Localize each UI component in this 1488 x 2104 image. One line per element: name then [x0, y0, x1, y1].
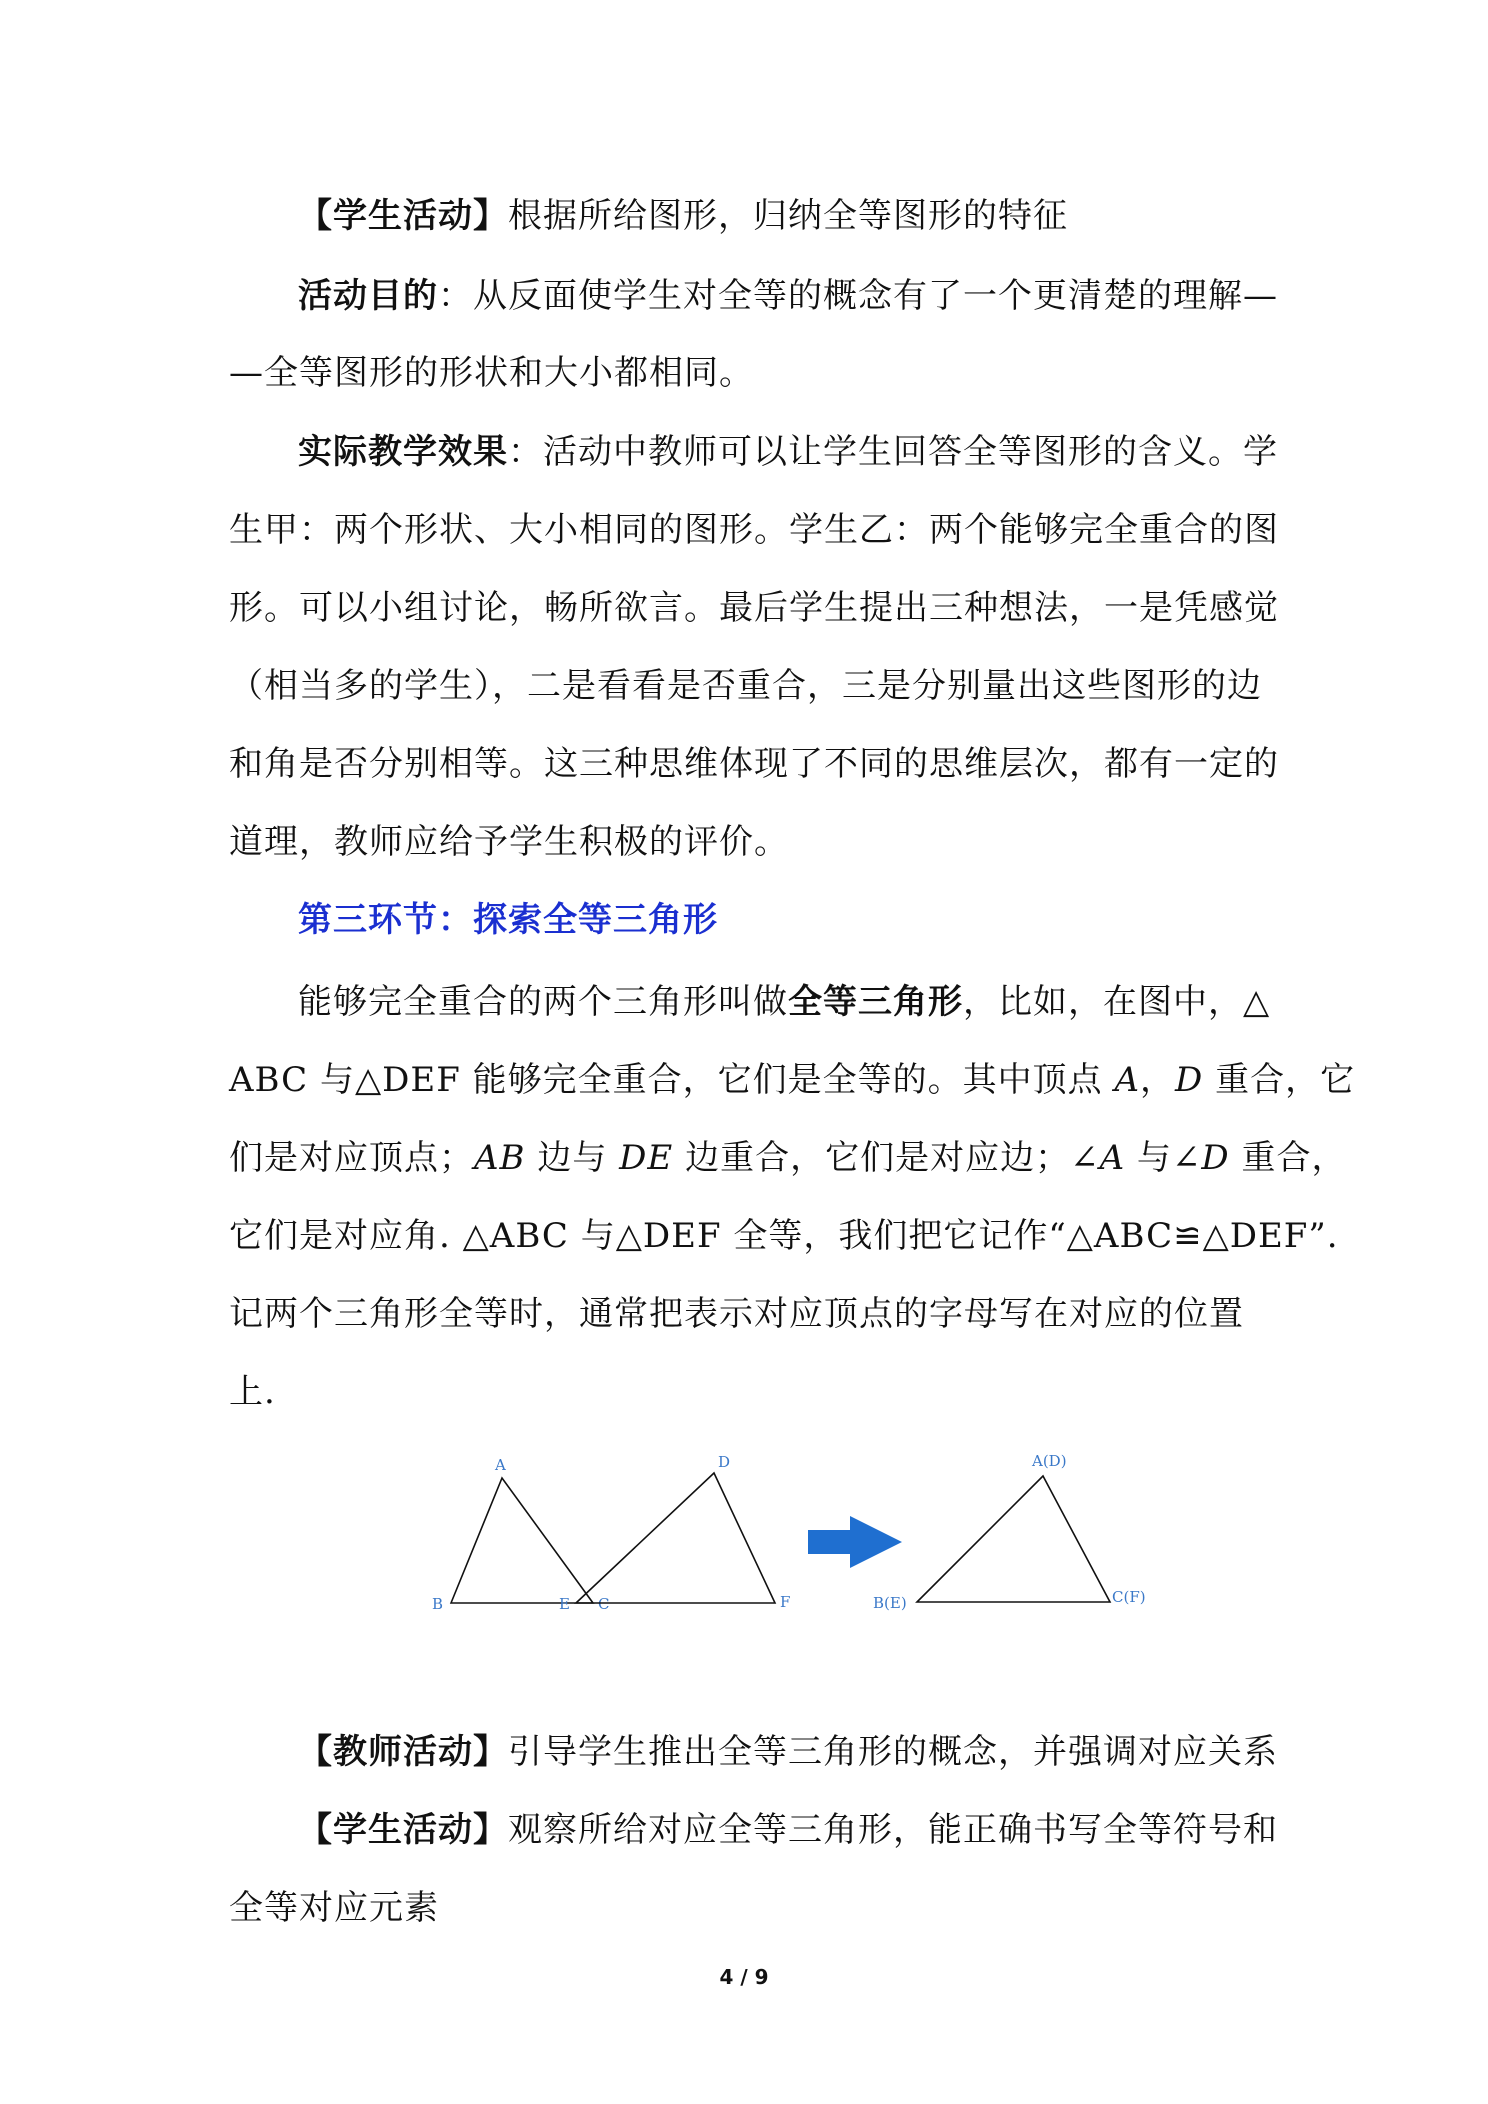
- teaching-effect-line6: 道理，教师应给予学生积极的评价。: [229, 822, 789, 862]
- label-student-activity: 【学生活动】: [298, 196, 508, 236]
- right-arrow-icon: [808, 1516, 902, 1568]
- label-student-activity-2: 【学生活动】: [298, 1810, 508, 1850]
- teaching-effect-line5: 和角是否分别相等。这三种思维体现了不同的思维层次，都有一定的: [229, 744, 1279, 784]
- student-activity-2-line2: 全等对应元素: [229, 1888, 439, 1928]
- label-b-e: B(E): [873, 1594, 907, 1612]
- triangle-def-shape: [576, 1473, 775, 1603]
- activity-purpose-text1: 从反面使学生对全等的概念有了一个更清楚的理解—: [473, 276, 1278, 316]
- triangle-abc: [451, 1478, 593, 1603]
- label-c: C: [598, 1595, 610, 1613]
- side-ab: AB: [474, 1138, 526, 1178]
- term-congruent-triangles: 全等三角形: [788, 982, 963, 1022]
- label-teacher-activity: 【教师活动】: [298, 1732, 508, 1772]
- vertex-a: A: [1114, 1060, 1140, 1100]
- activity-purpose-line2: —全等图形的形状和大小都相同。: [229, 353, 754, 393]
- label-d: D: [718, 1453, 731, 1471]
- section-heading: 第三环节：探索全等三角形: [298, 900, 718, 940]
- activity-purpose-colon: ：: [438, 276, 473, 316]
- label-f: F: [780, 1593, 791, 1611]
- angle-a: ∠A: [1070, 1138, 1126, 1178]
- teaching-effect-line1: [298, 432, 1278, 472]
- student-activity-2-text1: 观察所给对应全等三角形，能正确书写全等符号和: [508, 1810, 1278, 1850]
- label-a-d: A(D): [1032, 1452, 1067, 1470]
- definition-line4: 它们是对应角. △ABC 与△DEF 全等，我们把它记作“△ABC≌△DEF”.: [229, 1216, 1339, 1256]
- congruent-triangles-figure: [290, 1430, 1170, 1630]
- label-activity-purpose: 活动目的: [298, 276, 438, 316]
- definition-line2: [229, 1060, 1355, 1100]
- student-activity-1: [298, 196, 1068, 236]
- teacher-activity-text: 引导学生推出全等三角形的概念，并强调对应关系: [508, 1732, 1278, 1772]
- teaching-effect-line4: （相当多的学生），二是看看是否重合，三是分别量出这些图形的边: [229, 666, 1262, 706]
- teaching-effect-line3: 形。可以小组讨论，畅所欲言。最后学生提出三种想法，一是凭感觉: [229, 588, 1279, 628]
- definition-text1a: 能够完全重合的两个三角形叫做: [298, 982, 788, 1022]
- definition-line5: 记两个三角形全等时，通常把表示对应顶点的字母写在对应的位置: [229, 1294, 1244, 1334]
- definition-line6: 上.: [229, 1372, 276, 1412]
- side-de: DE: [619, 1138, 674, 1178]
- definition-text2c: 重合，它: [1203, 1060, 1356, 1100]
- definition-text2a: ABC 与△DEF 能够完全重合，它们是全等的。其中顶点: [229, 1060, 1115, 1100]
- teaching-effect-text1: 活动中教师可以让学生回答全等图形的含义。学: [543, 432, 1278, 472]
- label-a: A: [495, 1456, 506, 1474]
- definition-text1c: ，比如，在图中，△: [963, 982, 1271, 1022]
- angle-d: ∠D: [1171, 1138, 1230, 1178]
- triangle-overlap: [917, 1476, 1110, 1602]
- teacher-activity: [298, 1732, 1278, 1772]
- definition-text3c: 边重合，它们是对应边；: [673, 1138, 1071, 1178]
- label-c-f: C(F): [1112, 1588, 1146, 1606]
- definition-text3a: 们是对应顶点；: [229, 1138, 474, 1178]
- label-e: E: [559, 1595, 570, 1613]
- teaching-effect-line2: 生甲：两个形状、大小相同的图形。学生乙：两个能够完全重合的图: [229, 510, 1279, 550]
- student-activity-1-text: 根据所给图形，归纳全等图形的特征: [508, 196, 1068, 236]
- label-teaching-effect: 实际教学效果: [298, 432, 508, 472]
- definition-text3e: 重合，: [1229, 1138, 1347, 1178]
- definition-line3: [229, 1138, 1347, 1178]
- student-activity-2-line1: [298, 1810, 1278, 1850]
- definition-line1: [298, 982, 1270, 1022]
- definition-text2b: ，: [1140, 1060, 1175, 1100]
- teaching-effect-colon: ：: [508, 432, 543, 472]
- definition-text3d: 与: [1125, 1138, 1172, 1178]
- definition-text3b: 边与: [525, 1138, 620, 1178]
- label-b: B: [432, 1595, 444, 1613]
- vertex-d: D: [1175, 1060, 1204, 1100]
- page-number: 4 / 9: [719, 1965, 769, 1989]
- activity-purpose-line1: [298, 276, 1278, 316]
